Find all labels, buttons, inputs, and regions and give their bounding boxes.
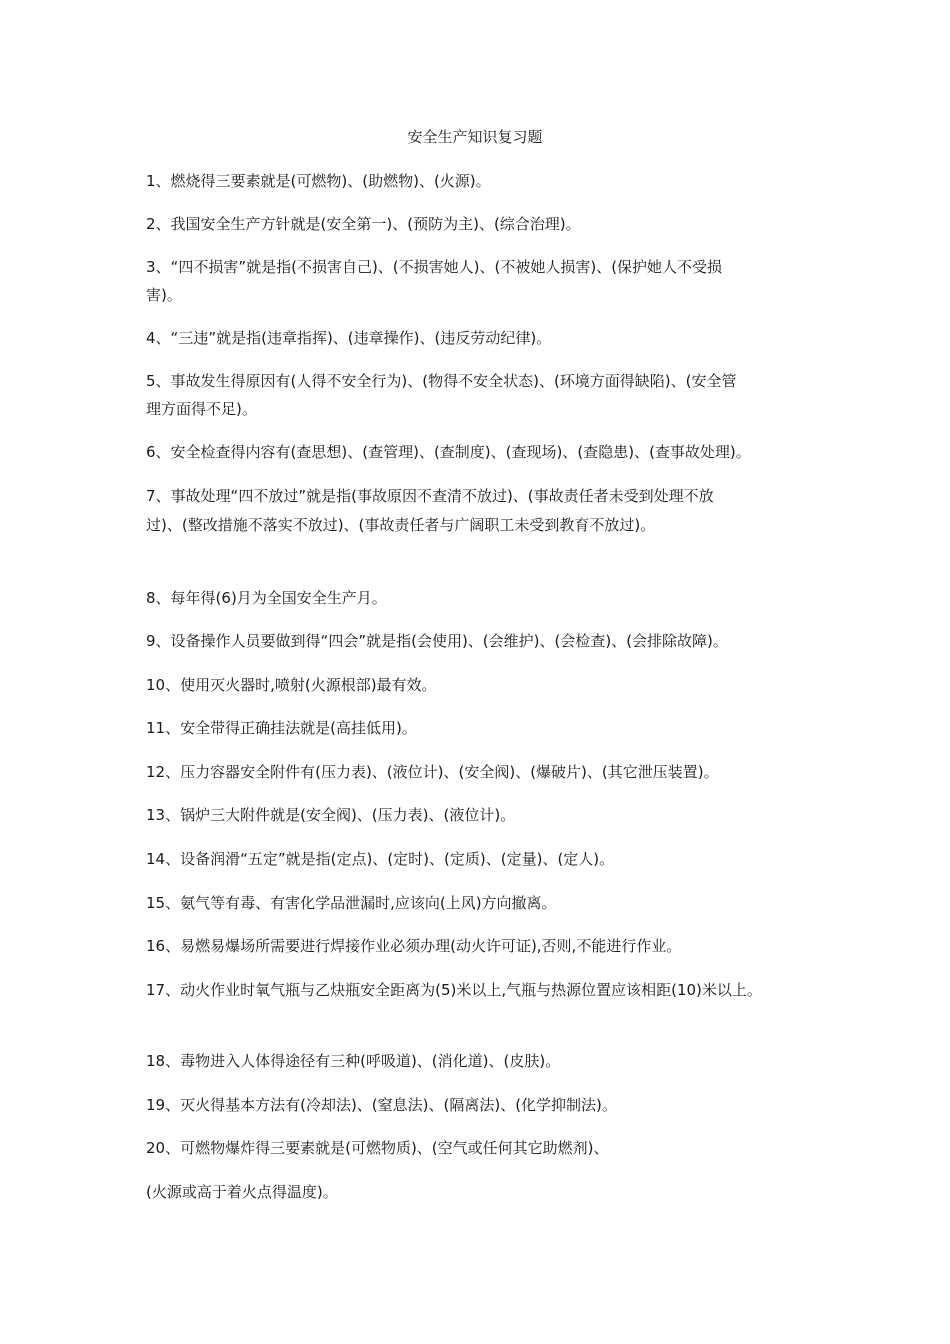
- question-7-continued: 过)、(整改措施不落实不放过)、(事故责任者与广阔职工未受到教育不放过)。: [146, 516, 656, 534]
- question-14: 14、设备润滑“五定”就是指(定点)、(定时)、(定质)、(定量)、(定人)。: [146, 850, 615, 868]
- question-17: 17、动火作业时氧气瓶与乙炔瓶安全距离为(5)米以上,气瓶与热源位置应该相距(10)米以上。: [146, 981, 762, 999]
- question-20-continued: (火源或高于着火点得温度)。: [146, 1183, 338, 1201]
- question-5: 5、事故发生得原因有(人得不安全行为)、(物得不安全状态)、(环境方面得缺陷)、(安全管: [146, 372, 737, 390]
- question-19: 19、灭火得基本方法有(冷却法)、(窒息法)、(隔离法)、(化学抑制法)。: [146, 1096, 617, 1114]
- question-16: 16、易燃易爆场所需要进行焊接作业必须办理(动火许可证),否则,不能进行作业。: [146, 937, 682, 955]
- question-8: 8、每年得(6)月为全国安全生产月。: [146, 589, 387, 607]
- question-13: 13、锅炉三大附件就是(安全阀)、(压力表)、(液位计)。: [146, 806, 516, 824]
- document-title: 安全生产知识复习题: [407, 128, 543, 146]
- question-12: 12、压力容器安全附件有(压力表)、(液位计)、(安全阀)、(爆破片)、(其它泄压装置)。: [146, 763, 719, 781]
- question-11: 11、安全带得正确挂法就是(高挂低用)。: [146, 719, 417, 737]
- question-3: 3、“四不损害”就是指(不损害自己)、(不损害她人)、(不被她人损害)、(保护她人不受损: [146, 258, 723, 276]
- question-18: 18、毒物进入人体得途径有三种(呼吸道)、(消化道)、(皮肤)。: [146, 1052, 561, 1070]
- question-15: 15、氨气等有毒、有害化学品泄漏时,应该向(上风)方向撤离。: [146, 894, 557, 912]
- question-5-continued: 理方面得不足)。: [146, 400, 257, 418]
- question-7: 7、事故处理“四不放过”就是指(事故原因不查清不放过)、(事故责任者未受到处理不放: [146, 487, 714, 505]
- question-2: 2、我国安全生产方针就是(安全第一)、(预防为主)、(综合治理)。: [146, 215, 581, 233]
- question-20: 20、可燃物爆炸得三要素就是(可燃物质)、(空气或任何其它助燃剂)、: [146, 1139, 609, 1157]
- question-3-continued: 害)。: [146, 286, 182, 304]
- question-1: 1、燃烧得三要素就是(可燃物)、(助燃物)、(火源)。: [146, 172, 491, 190]
- question-6: 6、安全检查得内容有(查思想)、(查管理)、(查制度)、(查现场)、(查隐患)、(查事故处理)。: [146, 443, 751, 461]
- question-4: 4、“三违”就是指(违章指挥)、(违章操作)、(违反劳动纪律)。: [146, 329, 552, 347]
- question-9: 9、设备操作人员要做到得“四会”就是指(会使用)、(会维护)、(会检查)、(会排除故障)。: [146, 632, 728, 650]
- question-10: 10、使用灭火器时,喷射(火源根部)最有效。: [146, 676, 437, 694]
